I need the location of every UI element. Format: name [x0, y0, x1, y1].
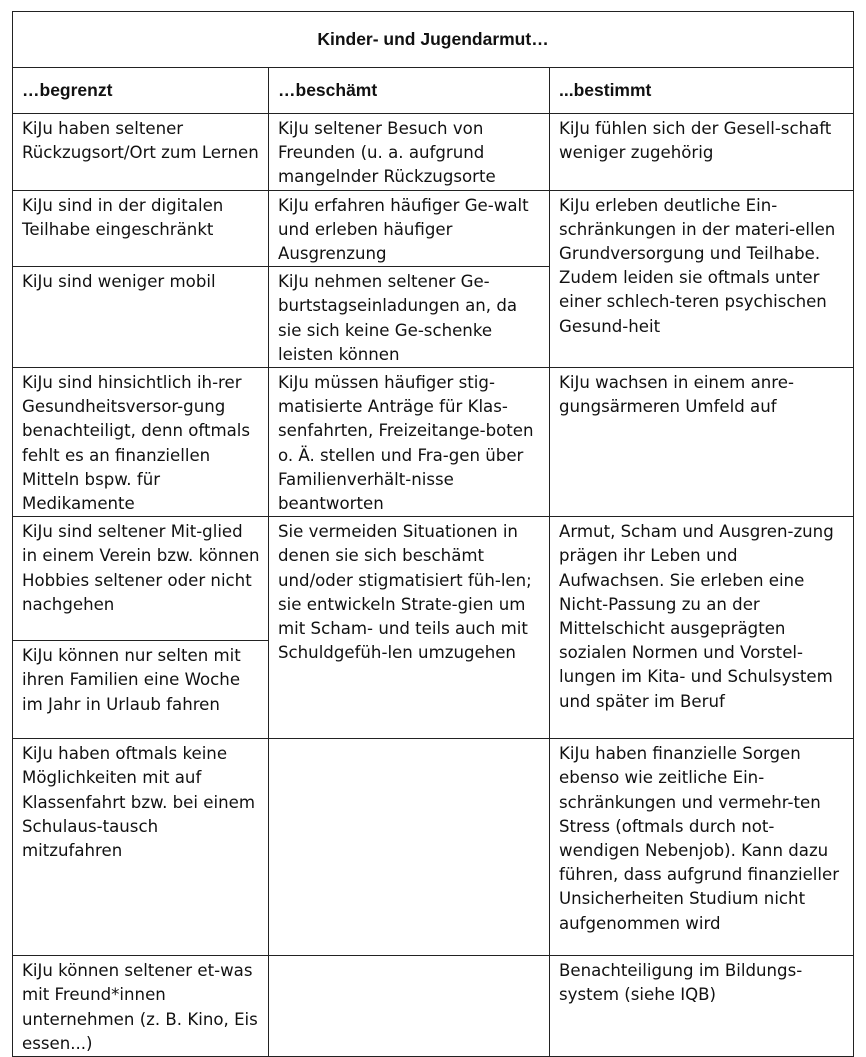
- table-row: [13, 739, 854, 956]
- cell-text: KiJu können seltener et-was mit Freund*innen unternehmen (z. B. Kino, Eis essen...): [22, 961, 258, 1053]
- cell-bestimmt: [550, 517, 854, 739]
- cell-text: KiJu sind weniger mobil: [22, 272, 216, 292]
- cell-text: Sie vermeiden Situationen in denen sie sich beschämt und/oder stigmatisiert füh-len; sie entwickeln Strate-gien um mit Scham- und teils auch mit Schuldgefüh-len umzugehen: [278, 522, 532, 663]
- cell-bestimmt: [550, 368, 854, 517]
- cell-beschaemt: [269, 368, 550, 517]
- title-row: [13, 12, 854, 68]
- poverty-table: [12, 11, 854, 1057]
- cell-begrenzt: [13, 517, 269, 641]
- cell-beschaemt: [269, 190, 550, 267]
- column-header-beschaemt: …beschämt: [269, 68, 550, 114]
- cell-text: KiJu können nur selten mit ihren Familien eine Woche im Jahr in Urlaub fahren: [22, 646, 241, 714]
- cell-text: KiJu sind hinsichtlich ih-rer Gesundheitsversor-gung benachteiligt, denn oftmals fehlt es an finanziellen Mitteln bspw. für Medikamente: [22, 373, 251, 514]
- cell-text: KiJu müssen häufiger stig-matisierte Anträge für Klas-senfahrten, Freizeitange-boten o. Ä. stellen und Fra-gen über Familienverhält-nisse beantworten: [278, 373, 534, 514]
- cell-begrenzt: [13, 267, 269, 368]
- cell-begrenzt: [13, 641, 269, 739]
- column-header-begrenzt: …begrenzt: [13, 68, 269, 114]
- table-row: [13, 956, 854, 1057]
- cell-text: KiJu nehmen seltener Ge-burtstagseinladungen an, da sie sich keine Ge-schenke leisten können: [278, 272, 518, 364]
- cell-text: KiJu haben seltener Rückzugsort/Ort zum Lernen: [22, 119, 259, 163]
- cell-text: KiJu haben oftmals keine Möglichkeiten mit auf Klassenfahrt bzw. bei einem Schulaus-tausch mitzufahren: [22, 744, 255, 861]
- table-row: [13, 517, 854, 641]
- cell-begrenzt: [13, 190, 269, 267]
- cell-text: KiJu erfahren häufiger Ge-walt und erleben häufiger Ausgrenzung: [278, 195, 529, 264]
- cell-text: KiJu sind seltener Mit-glied in einem Verein bzw. können Hobbies seltener oder nicht nachgehen: [22, 522, 260, 614]
- cell-beschaemt: [269, 739, 550, 956]
- cell-text: Benachteiligung im Bildungs-system (siehe IQB): [559, 961, 803, 1005]
- cell-beschaemt: [269, 267, 550, 368]
- cell-bestimmt: [550, 190, 854, 367]
- cell-beschaemt: [269, 517, 550, 739]
- cell-text: KiJu wachsen in einem anre-gungsärmeren Umfeld auf: [559, 373, 794, 417]
- cell-text: KiJu sind in der digitalen Teilhabe eingeschränkt: [22, 195, 224, 239]
- column-header-bestimmt: ...bestimmt: [550, 68, 854, 114]
- cell-text: Armut, Scham und Ausgren-zung prägen ihr Leben und Aufwachsen. Sie erleben eine Nicht-Passung zu an der Mittelschicht ausgeprägten sozialen Normen und Vorstel-lungen im Kita- und Schulsystem und später im Beruf: [559, 522, 834, 711]
- cell-begrenzt: [13, 956, 269, 1057]
- cell-bestimmt: [550, 739, 854, 956]
- cell-begrenzt: [13, 368, 269, 517]
- cell-text: KiJu seltener Besuch von Freunden (u. a. aufgrund mangelnder Rückzugsorte: [278, 119, 496, 187]
- header-row: [13, 68, 854, 114]
- cell-text: KiJu erleben deutliche Ein-schränkungen in der materi-ellen Grundversorgung und Teilhabe. Zudem leiden sie oftmals unter einer schlech-teren psychischen Gesund-heit: [559, 195, 836, 336]
- cell-beschaemt: [269, 114, 550, 191]
- table-title: Kinder- und Jugendarmut…: [13, 12, 854, 68]
- cell-begrenzt: [13, 114, 269, 191]
- table-row: [13, 190, 854, 267]
- cell-bestimmt: [550, 956, 854, 1057]
- cell-text: KiJu haben finanzielle Sorgen ebenso wie zeitliche Ein-schränkungen und vermehr-ten Stress (oftmals durch not-wendigen Nebenjob). Kann dazu führen, dass aufgrund finanzieller Unsicherheiten Studium nicht aufgenommen wird: [559, 744, 840, 933]
- cell-bestimmt: [550, 114, 854, 191]
- table-row: [13, 114, 854, 191]
- cell-text: KiJu fühlen sich der Gesell-schaft weniger zugehörig: [559, 119, 832, 163]
- table-row: [13, 368, 854, 517]
- cell-begrenzt: [13, 739, 269, 956]
- cell-beschaemt: [269, 956, 550, 1057]
